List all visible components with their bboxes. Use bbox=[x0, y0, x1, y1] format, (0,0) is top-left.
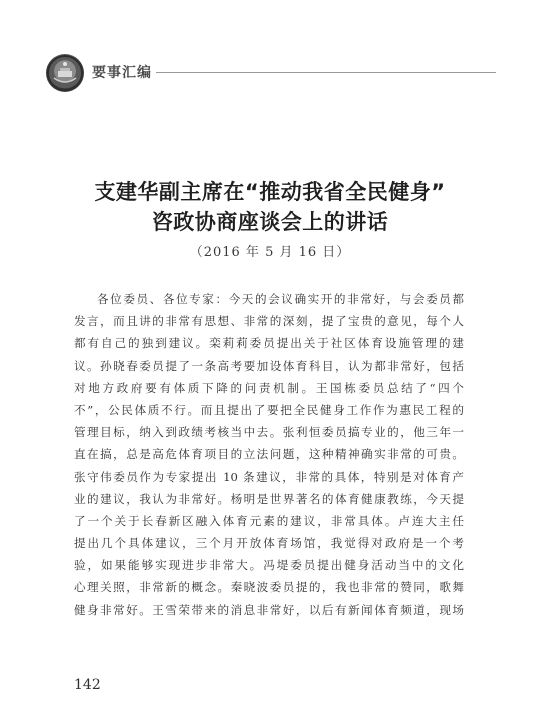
body-line: 管理目标，纳入到政绩考核当中去。张利恒委员搞专业的，他三年一 bbox=[74, 425, 464, 440]
body-line: 直在搞，总是高危体育项目的立法问题，这种精神确实非常的可贵。 bbox=[74, 447, 464, 462]
body-line: 心理关照，非常新的概念。秦晓波委员提的，我也非常的赞同，歌舞 bbox=[74, 580, 464, 595]
body-line: 对地方政府要有体质下降的问责机制。王国栋委员总结了“四个 bbox=[74, 380, 464, 395]
header-rule bbox=[156, 72, 496, 73]
body-line: 业的建议，我认为非常好。杨明是世界著名的体育健康教练，今天提 bbox=[74, 491, 464, 506]
page-number: 142 bbox=[74, 677, 101, 693]
body-line: 验，如果能够实现进步非常大。冯堤委员提出健身活动当中的文化 bbox=[74, 558, 464, 573]
body-line: 提出几个具体建议，三个月开放体育场馆，我觉得对政府是一个考 bbox=[74, 536, 464, 551]
national-emblem-icon bbox=[46, 54, 84, 92]
body-line: 议。孙晓春委员提了一条高考要加设体育科目，认为都非常好，包括 bbox=[74, 358, 464, 373]
body-line: 各位委员、各位专家：今天的会议确实开的非常好，与会委员都 bbox=[97, 292, 464, 306]
body-text bbox=[74, 288, 464, 621]
section-label: 要事汇编 bbox=[92, 65, 152, 81]
body-line: 健身非常好。王雪荣带来的消息非常好，以后有新闻体育频道，现场 bbox=[74, 602, 464, 617]
speech-date: （2016 年 5 月 16 日） bbox=[189, 245, 351, 260]
body-line: 张守伟委员作为专家提出 10 条建议，非常的具体，特别是对体育产 bbox=[74, 469, 464, 484]
body-line: 了一个关于长春新区融入体育元素的建议，非常具体。卢连大主任 bbox=[74, 513, 464, 528]
body-line: 发言，而且讲的非常有思想、非常的深刻，提了宝贵的意见，每个人 bbox=[74, 314, 464, 329]
body-line: 都有自己的独到建议。栾莉莉委员提出关于社区体育设施管理的建 bbox=[74, 336, 464, 351]
title-line-1: 支建华副主席在“推动我省全民健身” bbox=[94, 180, 446, 204]
title-line-2: 咨政协商座谈会上的讲话 bbox=[151, 210, 389, 234]
running-header bbox=[46, 52, 496, 96]
body-line: 不”，公民体质不行。而且提出了要把全民健身工作作为惠民工程的 bbox=[74, 402, 464, 417]
